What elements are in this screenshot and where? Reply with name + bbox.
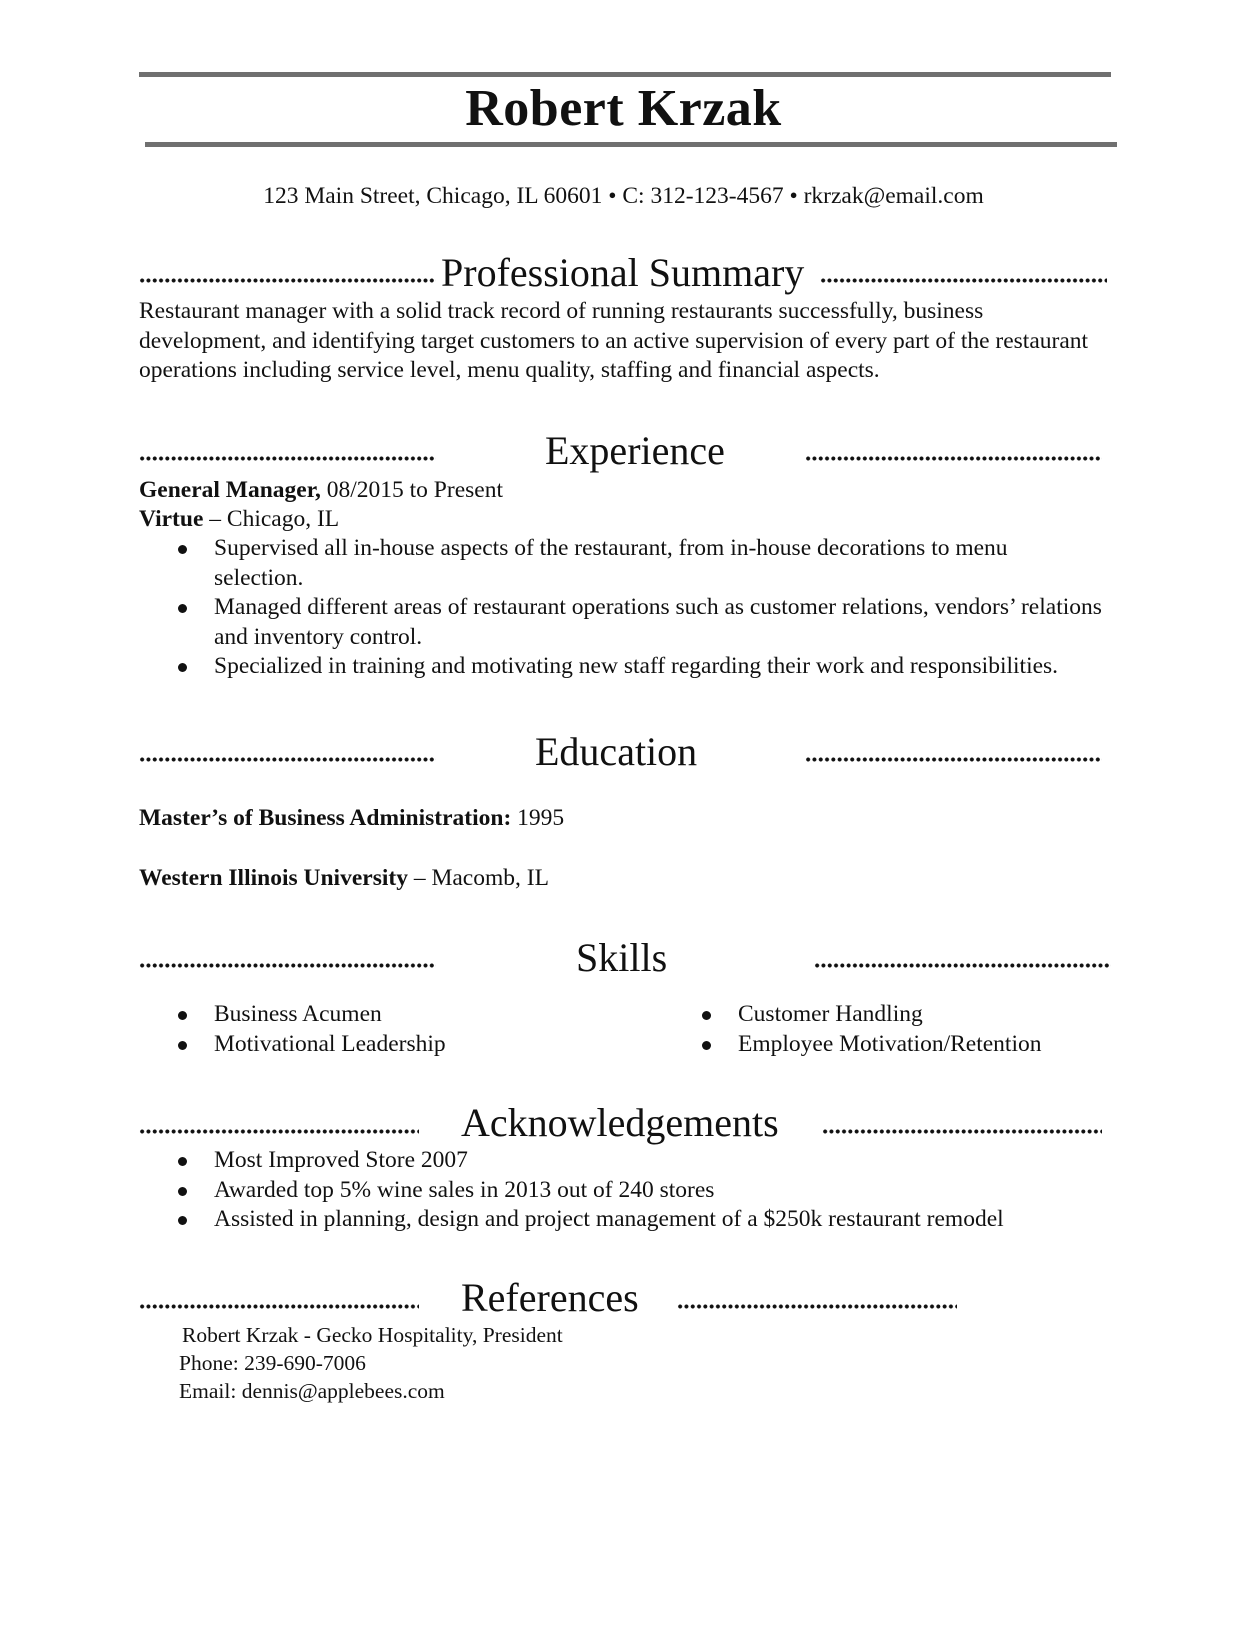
school-line <box>139 864 549 894</box>
skills-divider-right <box>814 962 1111 969</box>
list-item: Awarded top 5% wine sales in 2013 out of 240 stores <box>139 1176 1119 1206</box>
reference-name: Robert Krzak - Gecko Hospitality, President <box>182 1323 563 1347</box>
list-item: Employee Motivation/Retention <box>663 1030 1143 1060</box>
acknowledgements-divider-left <box>139 1128 419 1135</box>
summary-divider-left <box>139 277 436 284</box>
experience-divider-left <box>139 455 436 462</box>
acknowledgements-divider-right <box>822 1128 1102 1135</box>
list-item: Most Improved Store 2007 <box>139 1146 1119 1176</box>
degree-name: Master’s of Business Administration: <box>139 805 512 831</box>
skills-heading: Skills <box>576 935 668 980</box>
school-name: Western Illinois University <box>139 865 408 891</box>
references-heading: References <box>461 1275 639 1320</box>
job-title-line <box>139 476 503 506</box>
summary-text: Restaurant manager with a solid track record of running restaurants successfully, business development, and identifying target customers to an active supervision of every part of the restaurant operations including service level, menu quality, staffing and financial aspects. <box>139 298 1089 383</box>
list-item: Supervised all in-house aspects of the restaurant, from in-house decorations to menu selection. <box>139 534 1119 593</box>
acknowledgements-heading: Acknowledgements <box>461 1100 779 1145</box>
education-heading: Education <box>535 729 698 774</box>
skills-right-list <box>663 1000 1143 1059</box>
school-location: – Macomb, IL <box>407 865 549 891</box>
reference-phone: Phone: 239-690-7006 <box>179 1351 366 1375</box>
top-rule <box>139 72 1111 77</box>
experience-divider-right <box>805 455 1102 462</box>
skills-divider-left <box>139 962 436 969</box>
contact-line: 123 Main Street, Chicago, IL 60601 • C: 312-123-4567 • rkrzak@email.com <box>263 183 984 209</box>
degree-year: 1995 <box>511 805 565 831</box>
education-divider-left <box>139 756 436 763</box>
experience-heading: Experience <box>545 428 725 473</box>
list-item: Assisted in planning, design and project management of a $250k restaurant remodel <box>139 1205 1119 1235</box>
summary-heading: Professional Summary <box>441 250 805 295</box>
list-item: Motivational Leadership <box>139 1030 619 1060</box>
list-item: Specialized in training and motivating new staff regarding their work and responsibilities. <box>139 652 1119 682</box>
list-item: Managed different areas of restaurant operations such as customer relations, vendors’ relations and inventory control. <box>139 593 1119 652</box>
references-divider-left <box>139 1303 419 1310</box>
bottom-rule <box>145 142 1117 147</box>
list-item: Business Acumen <box>139 1000 619 1030</box>
degree-line <box>139 804 564 834</box>
job-title: General Manager, <box>139 477 321 503</box>
candidate-name: Robert Krzak <box>465 80 782 137</box>
experience-bullets <box>139 534 1119 682</box>
reference-email: Email: dennis@applebees.com <box>179 1379 445 1403</box>
references-divider-right <box>677 1303 957 1310</box>
acknowledgements-list <box>139 1146 1119 1235</box>
company-line <box>139 505 339 535</box>
skills-left-list <box>139 1000 619 1059</box>
education-divider-right <box>805 756 1102 763</box>
company-location: – Chicago, IL <box>203 506 340 532</box>
company-name: Virtue <box>139 506 204 532</box>
summary-divider-right <box>820 277 1107 284</box>
list-item: Customer Handling <box>663 1000 1143 1030</box>
job-dates: 08/2015 to Present <box>320 477 503 503</box>
